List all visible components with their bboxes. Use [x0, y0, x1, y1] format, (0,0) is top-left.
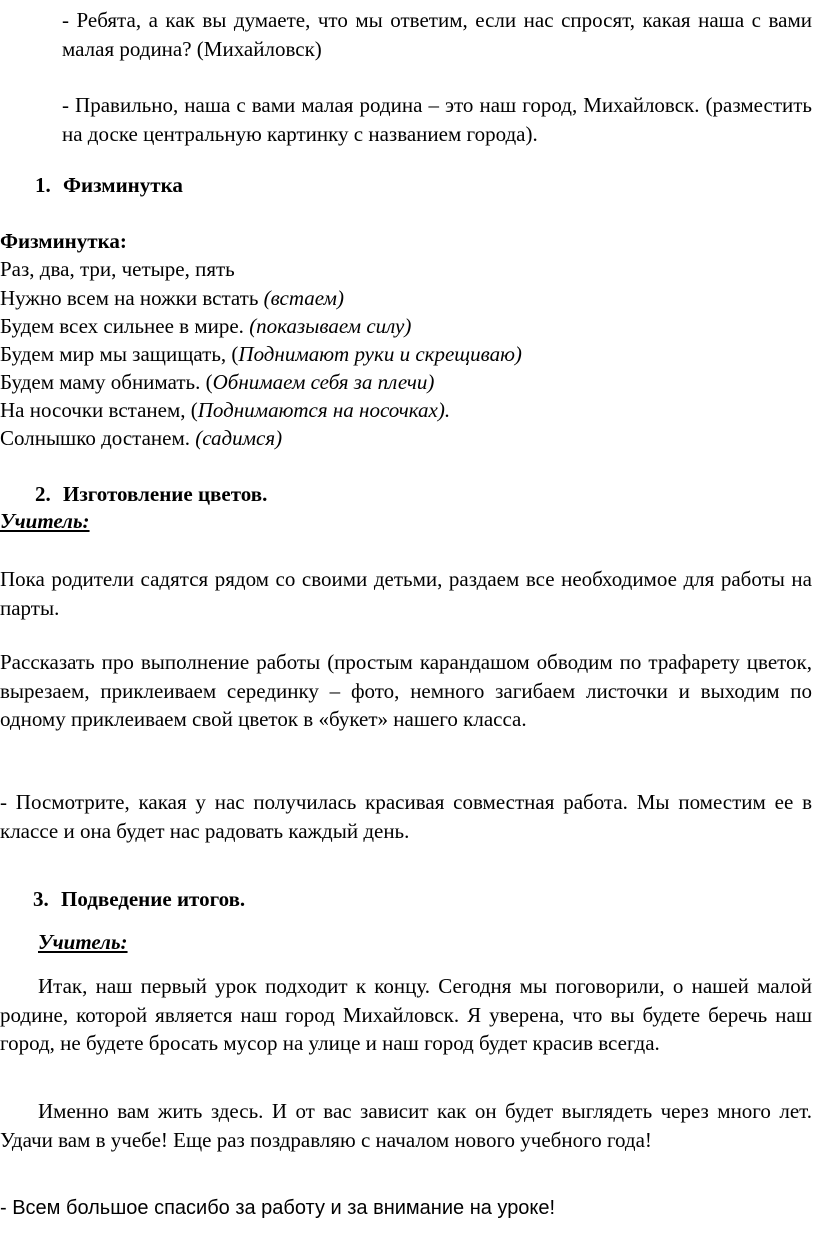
- poem-line-note: (встаем): [263, 286, 344, 310]
- poem-line-note: (садимся): [195, 426, 283, 450]
- poem-line-note: Обнимаем себя за плечи): [212, 370, 435, 394]
- intro-question: - Ребята, а как вы думаете, что мы ответим, если нас спросят, какая наша с вами малая родина? (Михайловск): [62, 8, 812, 61]
- intro-answer: - Правильно, наша с вами малая родина – это наш город, Михайловск. (разместить на доске центральную картинку с названием города).: [62, 93, 812, 146]
- poem-line-note: Поднимают руки и скрещиваю): [238, 342, 522, 366]
- section-2-number: 2.: [35, 482, 51, 506]
- poem-line-text: Солнышко достанем.: [0, 426, 196, 450]
- section-1-heading: [35, 172, 183, 199]
- poem-line-note: (показываем силу): [249, 314, 412, 338]
- section-3-paragraph: Именно вам жить здесь. И от вас зависит как он будет выглядеть через много лет. Удачи вам в учебе! Еще раз поздравляю с началом нового учебного года!: [0, 1099, 812, 1152]
- section-2-paragraph: Пока родители садятся рядом со своими детьми, раздаем все необходимое для работы на парты.: [0, 567, 812, 620]
- section-3-paragraph: Итак, наш первый урок подходит к концу. Сегодня мы поговорили, о нашей малой родине, которой является наш город Михайловск. Я уверена, что вы будете беречь наш город, не будете бросать мусор на улице и наш город будет красив всегда.: [0, 974, 812, 1055]
- poem-line-note: Поднимаются на носочках).: [197, 398, 451, 422]
- poem-line-text: На носочки встанем, (: [0, 398, 198, 422]
- poem-line: [0, 369, 434, 396]
- section-3-number: 3.: [33, 887, 49, 911]
- poem-line: [0, 341, 522, 368]
- section-2-heading: [35, 481, 267, 508]
- section-2-title: Изготовление цветов.: [63, 482, 268, 506]
- closing-line: - Всем большое спасибо за работу и за внимание на уроке!: [0, 1197, 556, 1219]
- poem-line: [0, 285, 344, 312]
- poem-line-text: Будем мир мы защищать, (: [0, 342, 239, 366]
- section-2-paragraph: - Посмотрите, какая у нас получилась красивая совместная работа. Мы поместим ее в классе и она будет нас радовать каждый день.: [0, 790, 812, 843]
- section-3-title: Подведение итогов.: [61, 887, 246, 911]
- poem-line-text: Будем маму обнимать. (: [0, 370, 213, 394]
- poem-line-text: Будем всех сильнее в мире.: [0, 314, 250, 338]
- poem-line-text: Нужно всем на ножки встать: [0, 286, 264, 310]
- teacher-label: Учитель:: [0, 509, 90, 533]
- teacher-label: Учитель:: [38, 930, 128, 954]
- section-2-paragraph: Рассказать про выполнение работы (простым карандашом обводим по трафарету цветок, вырезаем, приклеиваем серединку – фото, немного загибаем листочки и выходим по одному приклеиваем свой цветок в «букет» нашего класса.: [0, 650, 812, 731]
- poem-line: [0, 256, 235, 283]
- poem-line: [0, 313, 411, 340]
- fizminutka-heading: Физминутка:: [0, 229, 127, 253]
- section-1-number: 1.: [35, 173, 51, 197]
- poem-line: [0, 397, 450, 424]
- section-1-title: Физминутка: [63, 173, 183, 197]
- poem-line-text: Раз, два, три, четыре, пять: [0, 257, 235, 281]
- section-3-heading: [33, 886, 245, 913]
- poem-line: [0, 425, 282, 452]
